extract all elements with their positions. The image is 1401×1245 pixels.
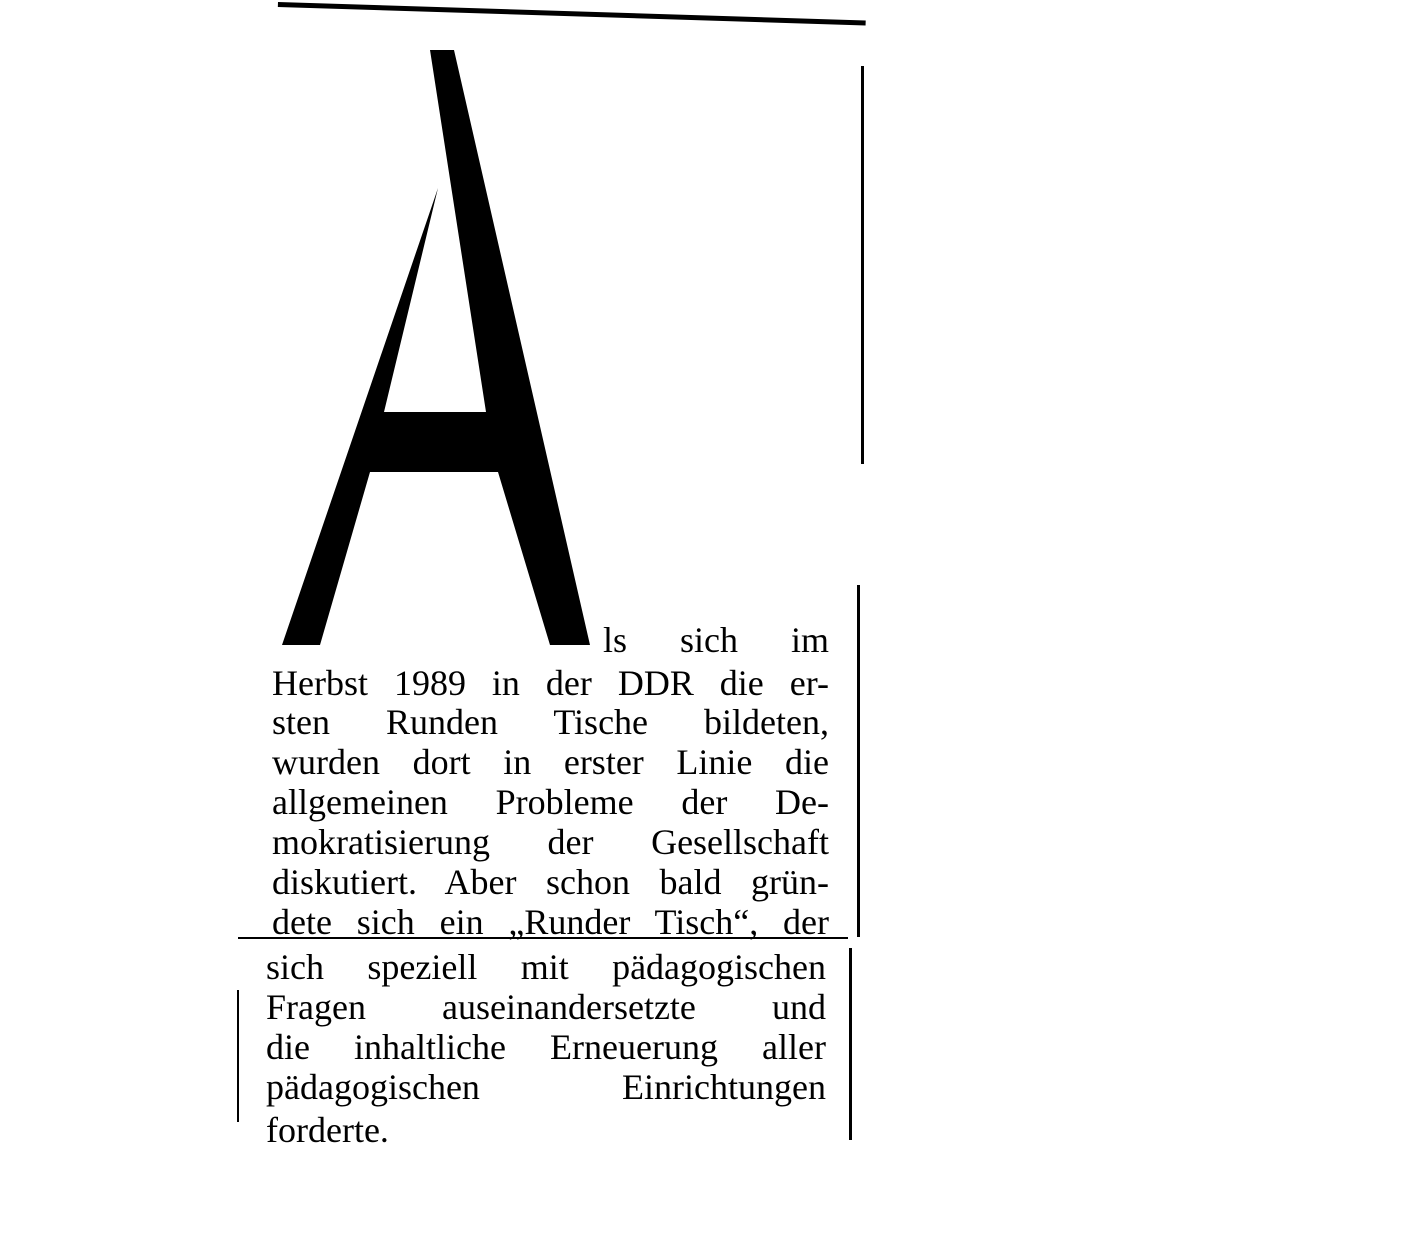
article-line: Herbst 1989 in der DDR die er- (272, 663, 829, 703)
article-line: die inhaltliche Erneuerung aller (266, 1027, 826, 1067)
article-line: Fragen auseinandersetzte und (266, 987, 826, 1027)
article-line: mokratisierung der Gesellschaft (272, 822, 829, 862)
article-line: wurden dort in erster Linie die (272, 742, 829, 782)
article-line: forderte. (266, 1110, 389, 1150)
article-line: pädagogischen Einrichtungen (266, 1067, 826, 1107)
top-rule (278, 2, 866, 25)
dropcap-letter-a (272, 40, 602, 650)
article-line: diskutiert. Aber schon bald grün- (272, 862, 829, 902)
left-column-rule (237, 990, 239, 1122)
right-column-rule-upper (861, 66, 864, 464)
article-line: sten Runden Tische bildeten, (272, 702, 829, 742)
article-line: dete sich ein „Runder Tisch“, der (272, 902, 829, 942)
article-line: sich speziell mit pädagogischen (266, 947, 826, 987)
article-line: ls sich im (603, 620, 829, 660)
article-line: allgemeinen Probleme der De- (272, 782, 829, 822)
right-column-rule-lower (849, 948, 852, 1140)
right-column-rule-middle (857, 585, 860, 937)
